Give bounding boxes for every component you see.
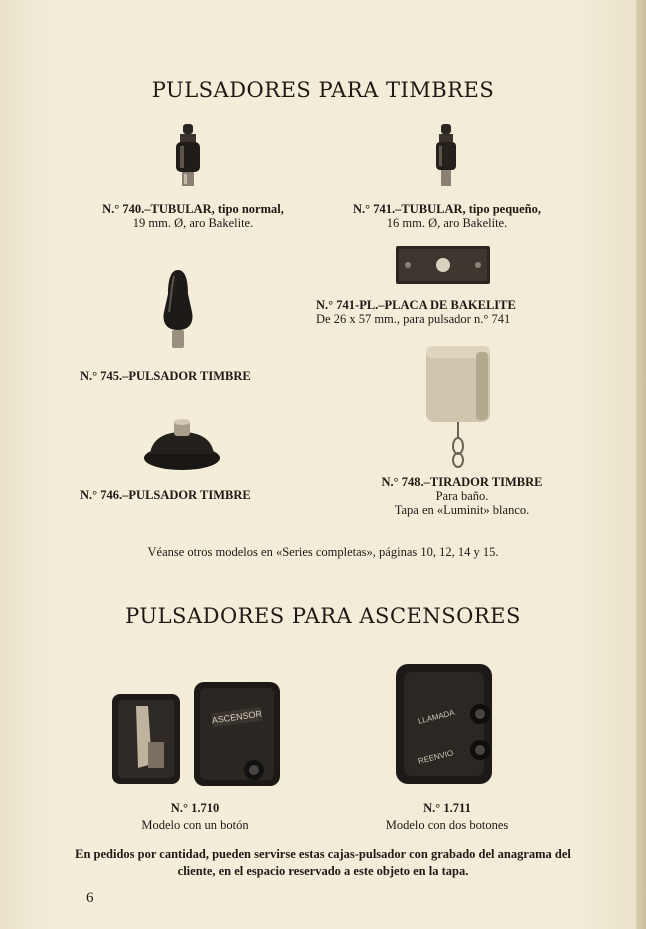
reenvio-label: REENVIO [417,748,455,766]
caption-748-line2: Para baño. [435,489,489,503]
caption-1710-desc: Modelo con un botón [141,818,249,832]
caption-748-line1: N.° 748.–TIRADOR TIMBRE [381,475,543,489]
caption-1710 [110,801,280,832]
caption-741-line1: N.° 741.–TUBULAR, tipo pequeño, [352,202,541,216]
caption-740-line1: N.° 740.–TUBULAR, tipo normal, [102,202,284,216]
caption-1711-code: N.° 1.711 [423,801,471,815]
section-title-ascensores: PULSADORES PARA ASCENSORES [125,604,521,628]
pushbutton-741-image [431,124,461,190]
elevator-box-1711-image [396,664,496,784]
elevator-box-1710-open-image [112,694,180,784]
caption-740-line2: 19 mm. Ø, aro Bakelite. [132,216,254,230]
caption-746-line1: N.° 746.–PULSADOR TIMBRE [80,488,251,502]
caption-1711-desc: Modelo con dos botones [385,818,509,832]
caption-741pl-line2: De 26 x 57 mm., para pulsador n.° 741 [316,312,511,326]
caption-741 [318,202,576,230]
pullswitch-748-image [424,342,494,470]
caption-748 [358,475,566,517]
section-title-timbres: PULSADORES PARA TIMBRES [151,78,495,102]
ascensor-plate-text: ASCENSOR [211,708,263,726]
caption-741-line2: 16 mm. Ø, aro Bakelite. [386,216,508,230]
caption-745-line1: N.° 745.–PULSADOR TIMBRE [80,369,251,383]
caption-746 [80,488,300,502]
caption-741pl [316,298,586,326]
bulk-order-note: En pedidos por cantidad, pueden servirse estas cajas-pulsador con grabado del anagrama del cliente, en el espacio reservado a este objeto en la tapa. [75,847,571,878]
caption-745 [80,369,300,383]
caption-741pl-line1: N.° 741-PL.–PLACA DE BAKELITE [316,298,516,312]
pushbutton-746-image [142,416,222,472]
page-number: 6 [86,890,94,906]
elevator-box-1710-closed-image [194,682,280,786]
caption-748-line3: Tapa en «Luminit» blanco. [394,503,530,517]
plate-741pl-image [396,246,490,284]
caption-1711 [362,801,532,832]
caption-1710-code: N.° 1.710 [170,801,220,815]
see-other-models-note: Véanse otros modelos en «Series completas», páginas 10, 12, 14 y 15. [147,545,499,559]
pushbutton-745-image [156,268,200,352]
page-edge [636,0,646,929]
caption-740 [78,202,308,230]
pushbutton-740-image [168,124,208,190]
llamada-label: LLAMADA [417,708,456,726]
